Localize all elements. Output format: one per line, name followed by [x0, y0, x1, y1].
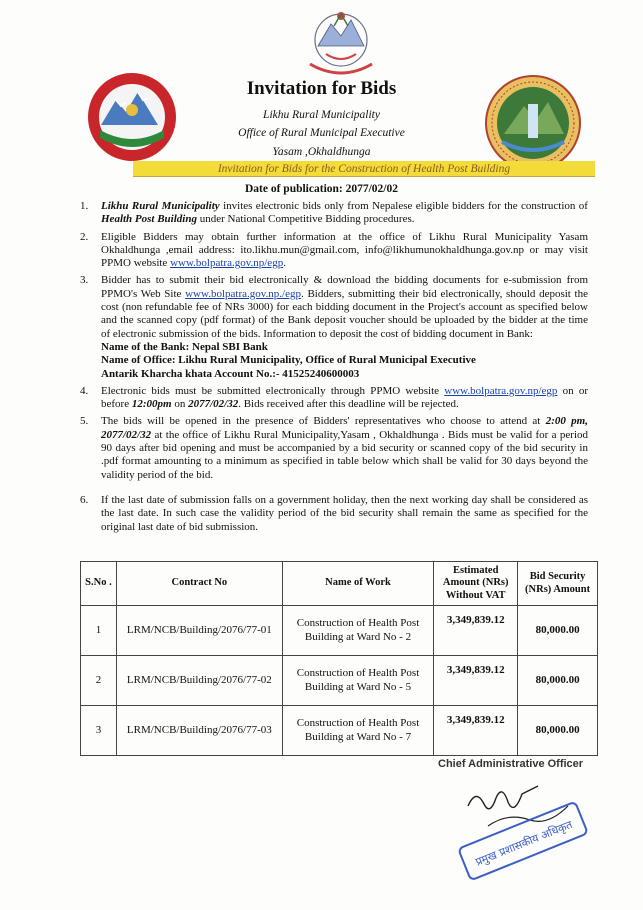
table-row [81, 656, 598, 706]
item-text: invites electronic bids only from Nepalese eligible bidders for the construction of [219, 200, 588, 212]
item-number: 6. [80, 493, 89, 506]
item-text: . [283, 257, 286, 270]
signature-stamp-icon [448, 776, 598, 886]
list-item [76, 274, 588, 380]
cell-contract: LRM/NCB/Building/2076/77-01 [116, 606, 282, 656]
item-text: Bidder has to submit their bid electronically & download the bidding documents for e-submission from PPMO's Web Site [101, 274, 588, 300]
item-text-emphasis: Likhu Rural Municipality [101, 200, 220, 212]
item-number: 3. [80, 274, 89, 287]
item-text: on [171, 398, 189, 411]
notice-banner: Invitation for Bids for the Construction of Health Post Building [133, 161, 595, 177]
item-text: under National Competitive Bidding procedures. [196, 213, 415, 226]
bids-table [80, 561, 598, 756]
item-text: . Bids received after this deadline will be rejected. [238, 398, 459, 411]
item-text: Eligible Bidders may obtain further information at the office of Likhu Rural Municipality Yasam Okhaldhunga ,email address: ito.likhu.mun@gmail.com, info@likhumunokhaldhunga.gov.np or may visit PPMO website [101, 230, 588, 270]
header-security: Bid Security (NRs) Amount [518, 562, 598, 606]
table-row [81, 606, 598, 656]
item-text: at the office of Likhu Rural Municipality,Yasam , Okhaldhunga . Bids must be valid for a period 90 days after bid opening and must be accompanied by a bid security or scanned copy of the bid security in .pdf format amounting to a minimum as specified in table below which shall be valid for 30 days beyond the validity period of the bid. [101, 428, 588, 481]
item-number: 4. [80, 384, 89, 397]
cell-work: Construction of Health Post Building at Ward No - 7 [282, 706, 434, 756]
cell-amount: 3,349,839.12 [434, 656, 518, 706]
notice-items [76, 200, 588, 538]
cell-sno: 3 [81, 706, 117, 756]
bank-name: Name of the Bank: Nepal SBI Bank [101, 340, 268, 353]
publication-date-label: Date of publication: [244, 183, 343, 195]
item-text: . Bidders, submitting their bid electronically, should deposit the cost (non refundable fee of NRs 3000) for each bidding document in the Project's account as specified below and the scanned copy (pdf format) of the Bank deposit voucher should be uploaded by the bidder at the time of electronic submission of the bids. Information to deposit the cost of bidding document in Bank: [101, 287, 588, 340]
stamp-text: प्रमुख प्रशासकीय अधिकृत [473, 817, 575, 869]
opening-time: 2:00 pm, 2077/02/32 [101, 415, 588, 441]
bank-account: Antarik Kharcha khata Account No.:- 41525240600003 [101, 367, 360, 380]
table-header-row [81, 562, 598, 606]
cell-contract: LRM/NCB/Building/2076/77-03 [116, 706, 282, 756]
ppmo-link[interactable]: www.bolpatra.gov.np./egp [185, 287, 301, 300]
publication-date-value: 2077/02/02 [345, 183, 398, 195]
cell-sno: 1 [81, 606, 117, 656]
nepal-emblem-icon [296, 6, 386, 88]
header-sno: S.No . [81, 562, 117, 606]
header-work: Name of Work [282, 562, 434, 606]
cell-security: 80,000.00 [518, 606, 598, 656]
list-item [76, 231, 588, 271]
ppmo-link[interactable]: www.bolpatra.gov.np/egp [170, 257, 284, 270]
item-text: Electronic bids must be submitted electronically through PPMO website [101, 384, 445, 397]
list-item [76, 385, 588, 412]
table-row [81, 706, 598, 756]
signatory-title: Chief Administrative Officer [438, 758, 584, 770]
list-item [76, 494, 588, 534]
cell-amount: 3,349,839.12 [434, 606, 518, 656]
deadline-time: 12:00pm [131, 398, 172, 411]
item-number: 5. [80, 415, 89, 428]
bank-office-name: Name of Office: Likhu Rural Municipality, Office of Rural Municipal Executive [101, 354, 476, 367]
deadline-date: 2077/02/32 [188, 398, 239, 411]
cell-work: Construction of Health Post Building at Ward No - 2 [282, 606, 434, 656]
cell-work: Construction of Health Post Building at Ward No - 5 [282, 656, 434, 706]
cell-security: 80,000.00 [518, 706, 598, 756]
cell-sno: 2 [81, 656, 117, 706]
header-contract: Contract No [116, 562, 282, 606]
item-text: If the last date of submission falls on a government holiday, then the next working day shall be considered as the last date. In such case the validity period of the bid security shall remain the same as specified for the original last date of bid submission. [101, 493, 588, 533]
item-text-emphasis: Health Post Building [101, 213, 197, 226]
header-amount: Estimated Amount (NRs) Without VAT [434, 562, 518, 606]
location: Yasam ,Okhaldhunga [272, 146, 371, 158]
cell-contract: LRM/NCB/Building/2076/77-02 [116, 656, 282, 706]
item-text: The bids will be opened in the presence of Bidders' representatives who choose to attend at [101, 415, 546, 428]
item-text: on or before [101, 384, 588, 411]
list-item [76, 415, 588, 481]
page-title: Invitation for Bids [246, 78, 397, 99]
municipality-name: Likhu Rural Municipality [263, 109, 380, 121]
publication-date [0, 183, 643, 195]
cell-amount: 3,349,839.12 [434, 706, 518, 756]
item-number: 2. [80, 230, 89, 243]
list-item [76, 200, 588, 227]
office-name: Office of Rural Municipal Executive [238, 127, 405, 139]
cell-security: 80,000.00 [518, 656, 598, 706]
item-number: 1. [80, 200, 89, 212]
ppmo-link[interactable]: www.bolpatra.gov.np/egp [444, 384, 558, 397]
